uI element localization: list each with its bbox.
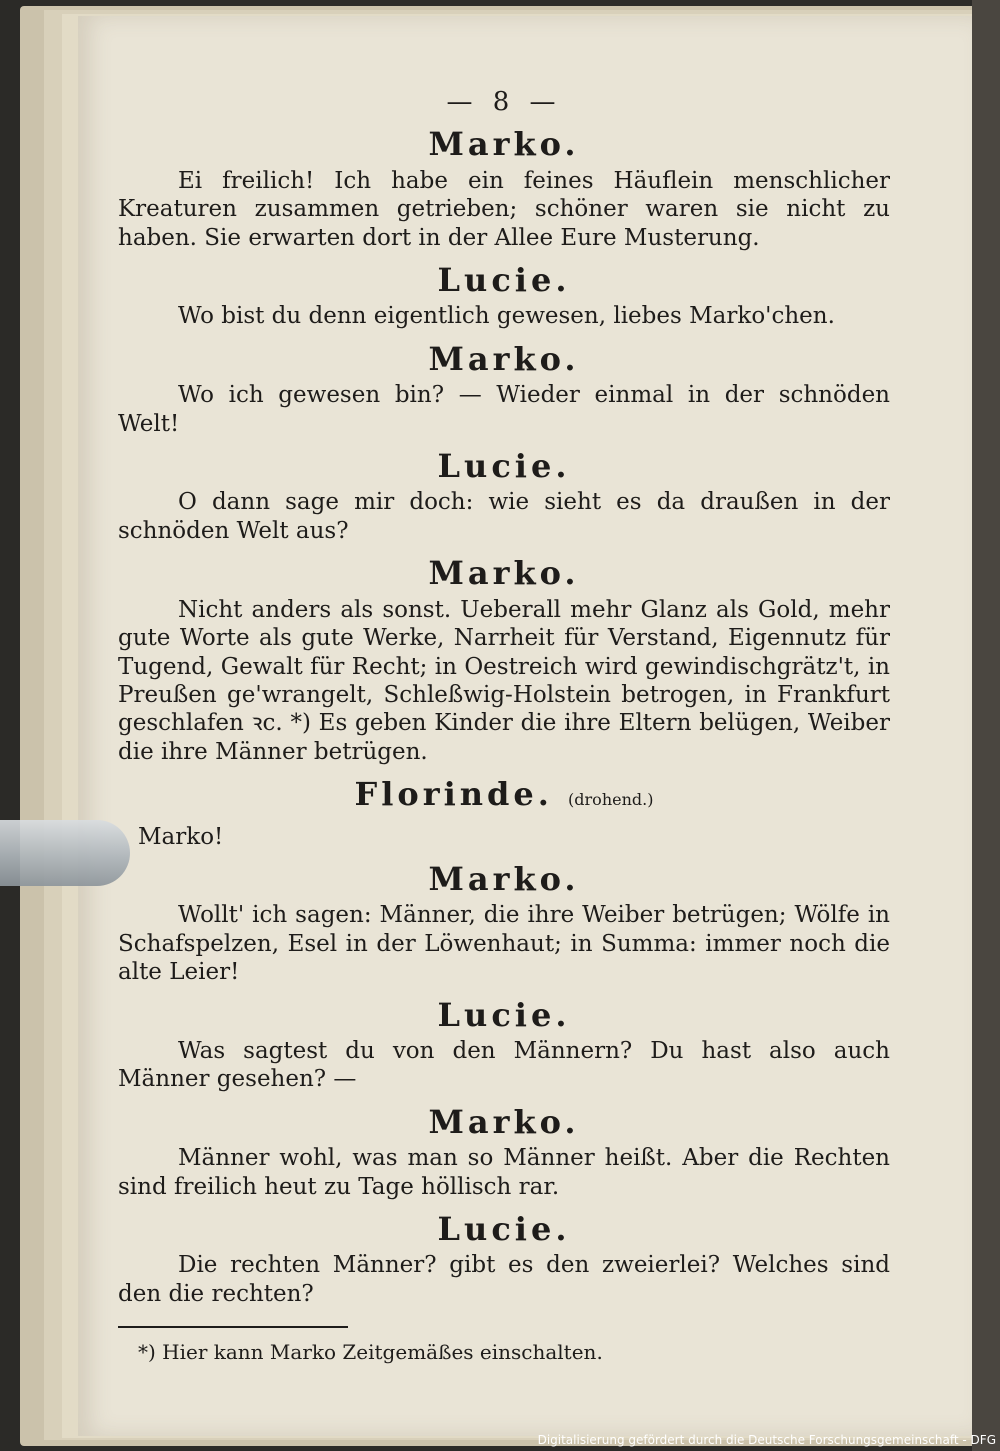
- page-number: — 8 —: [446, 87, 562, 117]
- speaker-name: Marko.: [428, 859, 580, 898]
- dialogue-line: Wo bist du denn eigentlich gewesen, liebes Marko'chen.: [178, 303, 835, 330]
- binding-shadow: [972, 0, 1000, 1451]
- speaker-name: Lucie.: [437, 1210, 571, 1248]
- dialogue-line: O dann sage mir doch: wie sieht es da draußen in der schnöden Welt aus?: [118, 489, 890, 544]
- speaker-name: Marko.: [428, 339, 580, 378]
- dialogue-line: Marko!: [138, 823, 224, 850]
- stage-direction: (drohend.): [568, 790, 654, 810]
- dialogue-line: Wollt' ich sagen: Männer, die ihre Weiber betrügen; Wölfe in Schafspelzen, Esel in der Löwenhaut; in Summa: immer noch die alte Leier!: [118, 902, 890, 986]
- page-clip: [0, 820, 130, 886]
- speaker-name: Marko.: [428, 125, 580, 164]
- footnote: *) Hier kann Marko Zeitgemäßes einschalten.: [138, 1340, 603, 1365]
- speaker-name: Lucie.: [437, 261, 571, 300]
- page-text: [118, 88, 890, 1367]
- dialogue-line: Nicht anders als sonst. Ueberall mehr Glanz als Gold, mehr gute Worte als gute Werke, Narrheit für Verstand, Eigennutz für Tugend, Gewalt für Recht; in Oestreich wird gewindischgrätz't, in Preußen ge'wrangelt, Schleßwig-Holstein betrogen, in Frankfurt geschlafen ꝛc. *) Es geben Kinder die ihre Eltern belügen, Weiber die ihre Männer betrügen.: [118, 596, 890, 765]
- dialogue-line: Männer wohl, was man so Männer heißt. Aber die Rechten sind freilich heut zu Tage höllisch rar.: [118, 1145, 890, 1200]
- dialogue-line: Ei freilich! Ich habe ein feines Häuflein menschlicher Kreaturen zusammen getrieben; schöner waren sie nicht zu haben. Sie erwarten dort in der Allee Eure Musterung.: [118, 167, 890, 251]
- speaker-heading: [118, 775, 890, 814]
- speaker-name: Lucie.: [437, 995, 571, 1034]
- speaker-name: Marko.: [428, 554, 580, 593]
- dialogue-line: Wo ich gewesen bin? — Wieder einmal in der schnöden Welt!: [118, 382, 890, 437]
- footnote-rule: [118, 1326, 348, 1328]
- speaker-name: Lucie.: [437, 447, 571, 486]
- speaker-name: Marko.: [428, 1102, 580, 1141]
- dialogue-line: Die rechten Männer? gibt es den zweierlei? Welches sind den die rechten?: [118, 1252, 890, 1307]
- digitization-credit: Digitalisierung gefördert durch die Deutsche Forschungsgemeinschaft - DFG: [537, 1433, 996, 1447]
- dialogue-line: Was sagtest du von den Männern? Du hast also auch Männer gesehen? —: [118, 1037, 890, 1093]
- speaker-name: Florinde.: [354, 775, 553, 814]
